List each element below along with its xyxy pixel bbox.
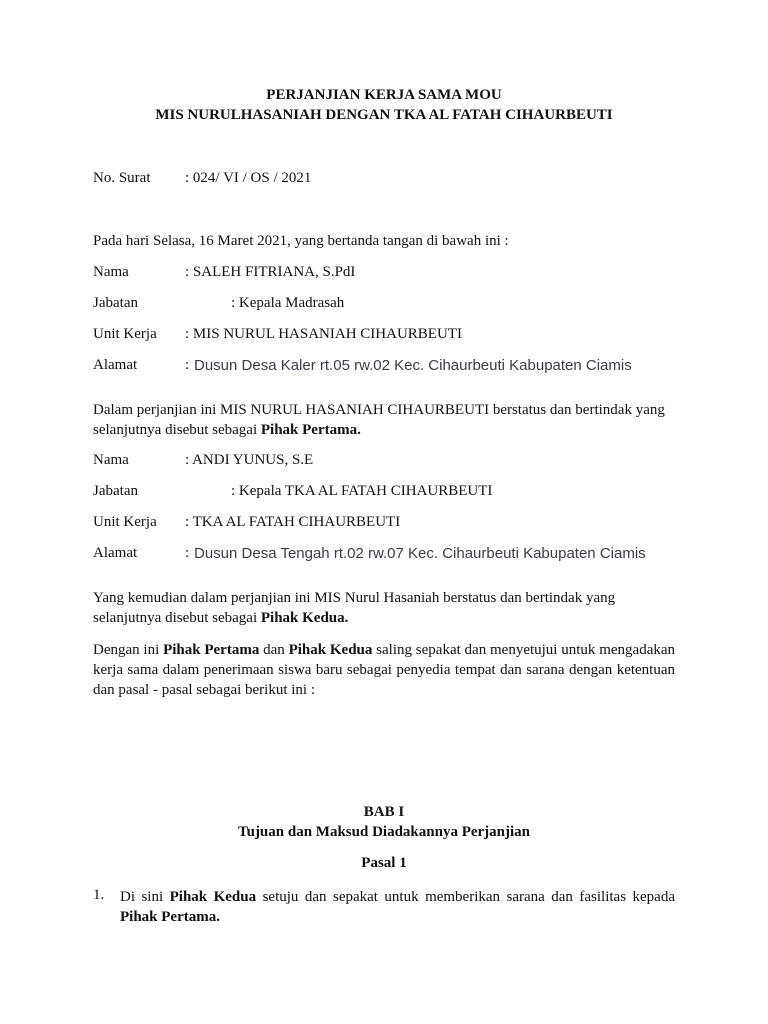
pihak2-description-text: Yang kemudian dalam perjanjian ini MIS Nurul Hasaniah berstatus dan bertindak yang selanjutnya disebut sebagai xyxy=(93,590,616,626)
pihak1-unit-label: Unit Kerja xyxy=(93,326,157,342)
list-item-party-1: Pihak Kedua xyxy=(169,889,257,905)
pihak1-designation: Pihak Pertama. xyxy=(260,422,361,438)
pihak1-unit-value: : MIS NURUL HASANIAH CIHAURBEUTI xyxy=(185,326,462,342)
pihak1-jabatan-value: : Kepala Madrasah xyxy=(231,295,345,311)
surat-value: : 024/ VI / OS / 2021 xyxy=(185,170,312,186)
pihak2-nama-label: Nama xyxy=(93,452,129,468)
pihak1-nama-value: : SALEH FITRIANA, S.PdI xyxy=(185,264,356,280)
agreement-text-3: saling sepakat dan menyetujui untuk mengadakan kerja sama dalam penerimaan siswa baru sebagai penyedia tempat dan sarana dengan ketentuan dan pasal - pasal sebagai berikut ini : xyxy=(93,642,676,698)
agreement-text-2: dan xyxy=(259,642,289,658)
agreement-party-1: Pihak Pertama xyxy=(163,642,260,658)
pihak2-alamat-value: Dusun Desa Tengah rt.02 rw.07 Kec. Cihaurbeuti Kabupaten Ciamis xyxy=(194,545,646,562)
pihak1-alamat-colon: : xyxy=(185,357,190,373)
agreement-text-1: Dengan ini xyxy=(93,642,164,658)
pihak1-alamat-value: Dusun Desa Kaler rt.05 rw.02 Kec. Cihaurbeuti Kabupaten Ciamis xyxy=(194,357,632,374)
document-title-line-2: MIS NURULHASANIAH DENGAN TKA AL FATAH CIHAURBEUTI xyxy=(155,107,613,123)
pihak2-alamat-label: Alamat xyxy=(93,545,138,561)
list-item-party-2: Pihak Pertama. xyxy=(120,909,220,925)
intro-text: Pada hari Selasa, 16 Maret 2021, yang bertanda tangan di bawah ini : xyxy=(93,233,509,249)
pihak1-description xyxy=(93,400,675,440)
surat-label: No. Surat xyxy=(93,170,151,186)
pihak2-jabatan-value: : Kepala TKA AL FATAH CIHAURBEUTI xyxy=(231,483,493,499)
pihak2-nama-value: : ANDI YUNUS, S.E xyxy=(185,452,314,468)
bab-heading: BAB I xyxy=(363,804,405,820)
pasal-heading: Pasal 1 xyxy=(361,855,407,871)
pihak1-nama-label: Nama xyxy=(93,264,129,280)
list-item-number: 1. xyxy=(93,887,105,903)
pihak1-jabatan-label: Jabatan xyxy=(93,295,138,311)
pihak2-alamat-colon: : xyxy=(185,545,190,561)
agreement-paragraph xyxy=(93,640,675,700)
bab-subheading: Tujuan dan Maksud Diadakannya Perjanjian xyxy=(237,824,531,840)
document-title-line-1: PERJANJIAN KERJA SAMA MOU xyxy=(266,87,502,103)
agreement-party-2: Pihak Kedua xyxy=(288,642,373,658)
pihak1-alamat-label: Alamat xyxy=(93,357,138,373)
pihak2-description xyxy=(93,588,675,628)
list-item xyxy=(120,887,675,927)
pihak2-unit-label: Unit Kerja xyxy=(93,514,157,530)
pihak2-jabatan-label: Jabatan xyxy=(93,483,138,499)
pihak1-description-text: Dalam perjanjian ini MIS NURUL HASANIAH CIHAURBEUTI berstatus dan bertindak yang selanjutnya disebut sebagai xyxy=(93,402,665,438)
pihak2-unit-value: : TKA AL FATAH CIHAURBEUTI xyxy=(185,514,401,530)
list-item-text-2: setuju dan sepakat untuk memberikan sarana dan fasilitas kepada xyxy=(256,889,675,905)
list-item-text-1: Di sini xyxy=(120,889,170,905)
pihak2-designation: Pihak Kedua. xyxy=(260,610,349,626)
